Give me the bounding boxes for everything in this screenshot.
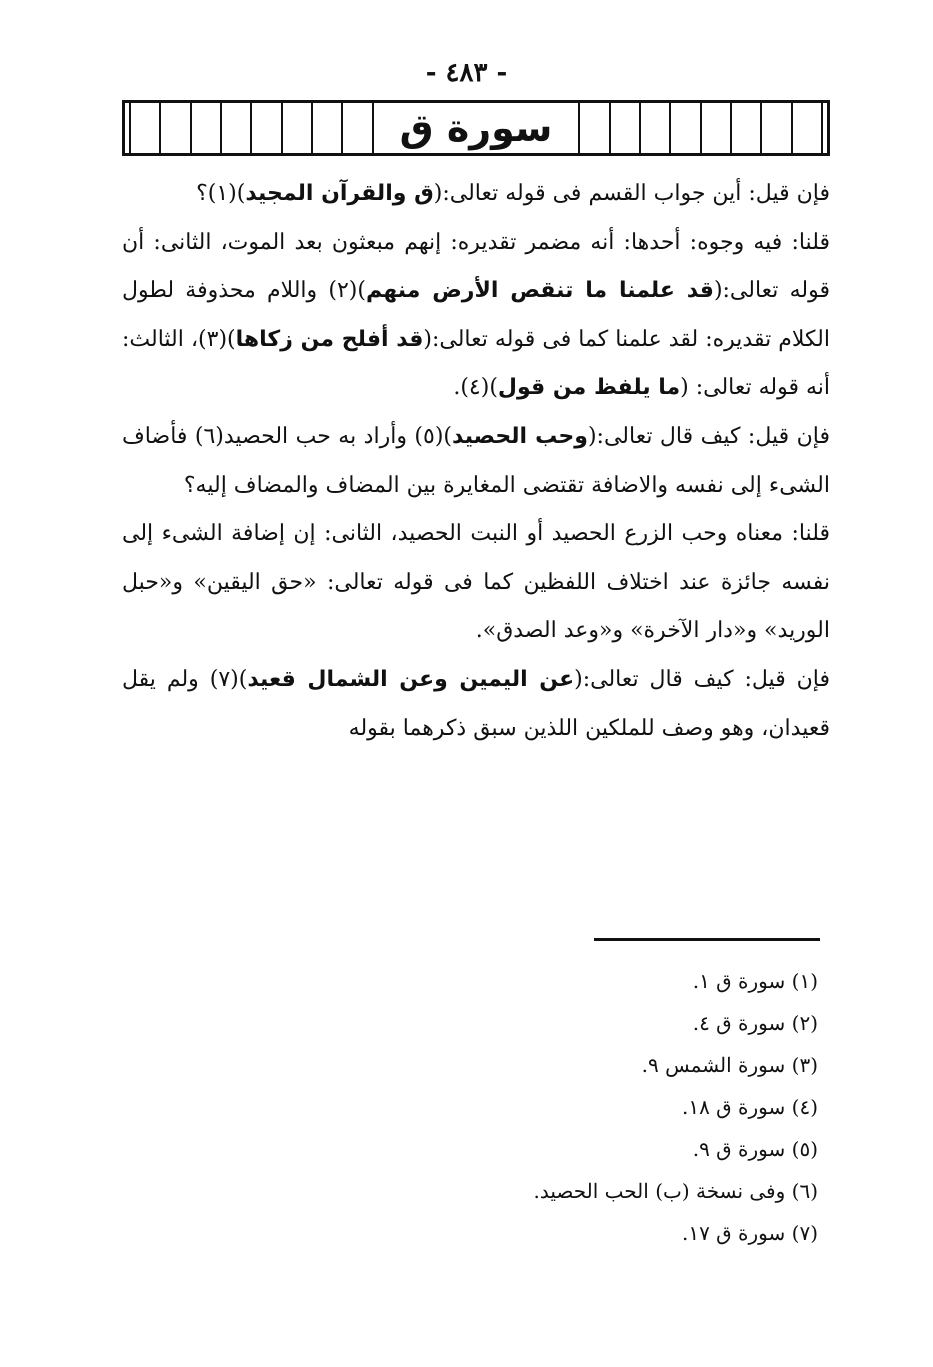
quran-quote: قد علمنا ما تنقص الأرض منهم — [365, 278, 714, 304]
footnote: (٣) سورة الشمس ٩. — [641, 1053, 818, 1077]
page-number: - ٤٨٣ - — [425, 58, 508, 88]
footnote-separator — [594, 938, 820, 941]
quran-quote: ما يلفظ من قول — [497, 375, 681, 401]
body-text — [122, 170, 830, 753]
surah-title-box — [122, 100, 830, 156]
text-segment: )(١)؟ — [196, 181, 246, 206]
paragraph — [122, 170, 830, 219]
text-segment: قلنا: فيه وجوه: أحدها: أنه مضمر تقديره: إنهم مبعثون بعد الموت، الثانى: أن قوله تعالى:( — [122, 229, 830, 304]
footnote: (١) سورة ق ١. — [692, 969, 818, 993]
text-segment: فإن قيل: أين جواب القسم فى قوله تعالى:( — [433, 181, 830, 206]
text-segment: فإن قيل: كيف قال تعالى:( — [587, 423, 830, 449]
footnote: (٧) سورة ق ١٧. — [681, 1221, 818, 1245]
text-segment: )(٣)، الثالث: أنه قوله تعالى: ( — [122, 326, 830, 401]
text-segment: )(٧) ولم يقل قعيدان، وهو وصف للملكين اللذين سبق ذكرهما بقوله — [122, 666, 830, 741]
quran-quote: وحب الحصيد — [451, 423, 588, 449]
footnotes — [122, 960, 818, 1254]
quran-quote: قد أفلح من زكاها — [235, 326, 424, 352]
text-segment: فإن قيل: كيف قال تعالى:( — [574, 666, 831, 692]
paragraph — [122, 510, 830, 656]
quran-quote: عن اليمين وعن الشمال قعيد — [247, 666, 575, 692]
footnote: (٥) سورة ق ٩. — [692, 1137, 818, 1161]
text-segment: قلنا: معناه وحب الزرع الحصيد أو النبت الحصيد، الثانى: إن إضافة الشىء إلى نفسه جائزة عند اختلاف اللفظين كما فى قوله تعالى: «حق اليقين» و«حبل الوريد» و«دار الآخرة» و«وعد الصدق». — [122, 521, 830, 644]
paragraph — [122, 413, 830, 510]
paragraph — [122, 219, 830, 413]
footnote: (٦) وفى نسخة (ب) الحب الحصيد. — [533, 1179, 818, 1203]
surah-title: سورة ق — [399, 106, 553, 150]
title-border-left — [125, 103, 378, 153]
text-segment: )(٤). — [453, 375, 498, 401]
text-segment: )(٥) وأراد به حب الحصيد(٦) فأضاف الشىء إلى نفسه والاضافة تقتضى المغايرة بين المضاف والمضاف إليه؟ — [122, 423, 830, 498]
footnote: (٢) سورة ق ٤. — [692, 1011, 818, 1035]
quran-quote: ق والقرآن المجيد — [245, 181, 434, 206]
paragraph — [122, 656, 830, 753]
footnote: (٤) سورة ق ١٨. — [681, 1095, 818, 1119]
title-border-right — [574, 103, 827, 153]
text-segment: )(٢) واللام محذوفة لطول الكلام تقديره: لقد علمنا كما فى قوله تعالى:( — [122, 278, 830, 352]
